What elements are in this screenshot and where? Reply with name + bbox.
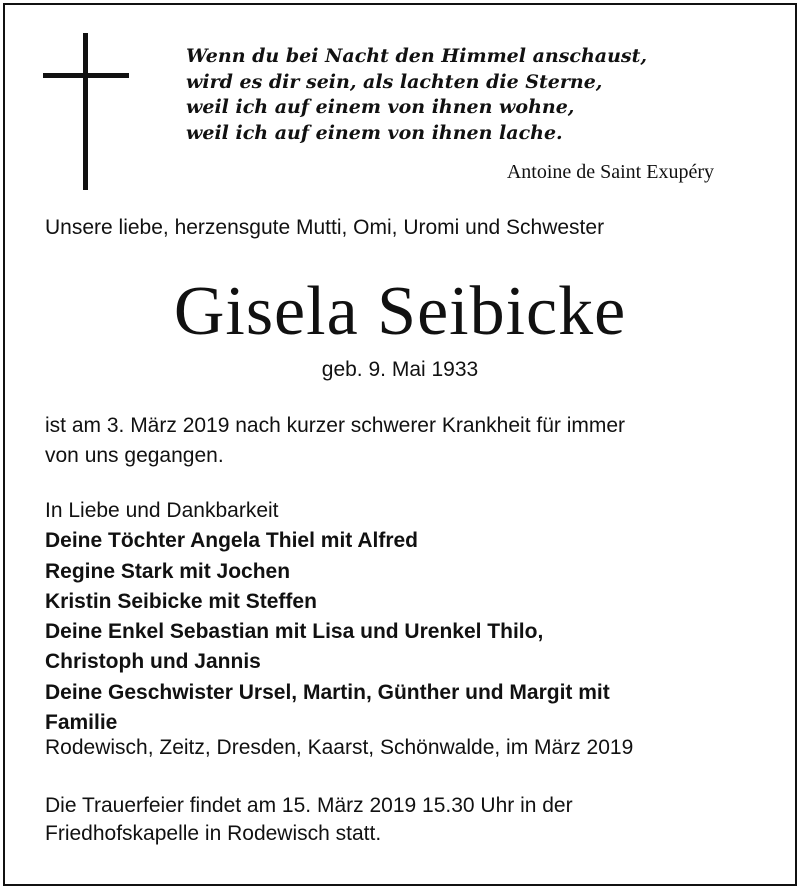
poem-line: weil ich auf einem von ihnen lache. [186,121,563,144]
poem-line: wird es dir sein, als lachten die Sterne, [186,70,603,93]
poem-line: weil ich auf einem von ihnen wohne, [186,96,575,118]
intro-text: Unsere liebe, herzensgute Mutti, Omi, Uromi und Schwester [45,216,605,239]
mourner-line: Kristin Seibicke mit Steffen [45,589,317,613]
mourner-line: Deine Töchter Angela Thiel mit Alfred [45,529,418,553]
cross-vertical-bar [83,33,88,190]
cross-horizontal-bar [43,73,129,78]
mourners-intro: In Liebe und Dankbarkeit [45,499,279,522]
mourner-line: Deine Geschwister Ursel, Martin, Günther und Margit mit [45,680,610,704]
funeral-info [45,792,573,848]
mourners-list [45,496,610,738]
funeral-line: Die Trauerfeier findet am 15. März 2019 15.30 Uhr in der [45,794,573,817]
passing-line: von uns gegangen. [45,444,224,467]
passing-text [45,411,625,471]
mourner-line: Christoph und Jannis [45,650,261,674]
mourner-line: Deine Enkel Sebastian mit Lisa und Urenkel Thilo, [45,620,544,644]
poem-line: Wenn du bei Nacht den Himmel anschaust, [186,45,648,67]
passing-line: ist am 3. März 2019 nach kurzer schwerer Krankheit für immer [45,414,626,437]
mourner-line: Familie [45,711,118,735]
poem-quote [186,44,647,146]
towns-date: Rodewisch, Zeitz, Dresden, Kaarst, Schönwalde, im März 2019 [45,736,634,759]
poem-author: Antoine de Saint Exupéry [506,161,714,183]
deceased-name: Gisela Seibicke [173,273,627,350]
birth-date: geb. 9. Mai 1933 [321,358,479,381]
funeral-line: Friedhofskapelle in Rodewisch statt. [45,822,382,845]
mourner-line: Regine Stark mit Jochen [45,559,291,583]
